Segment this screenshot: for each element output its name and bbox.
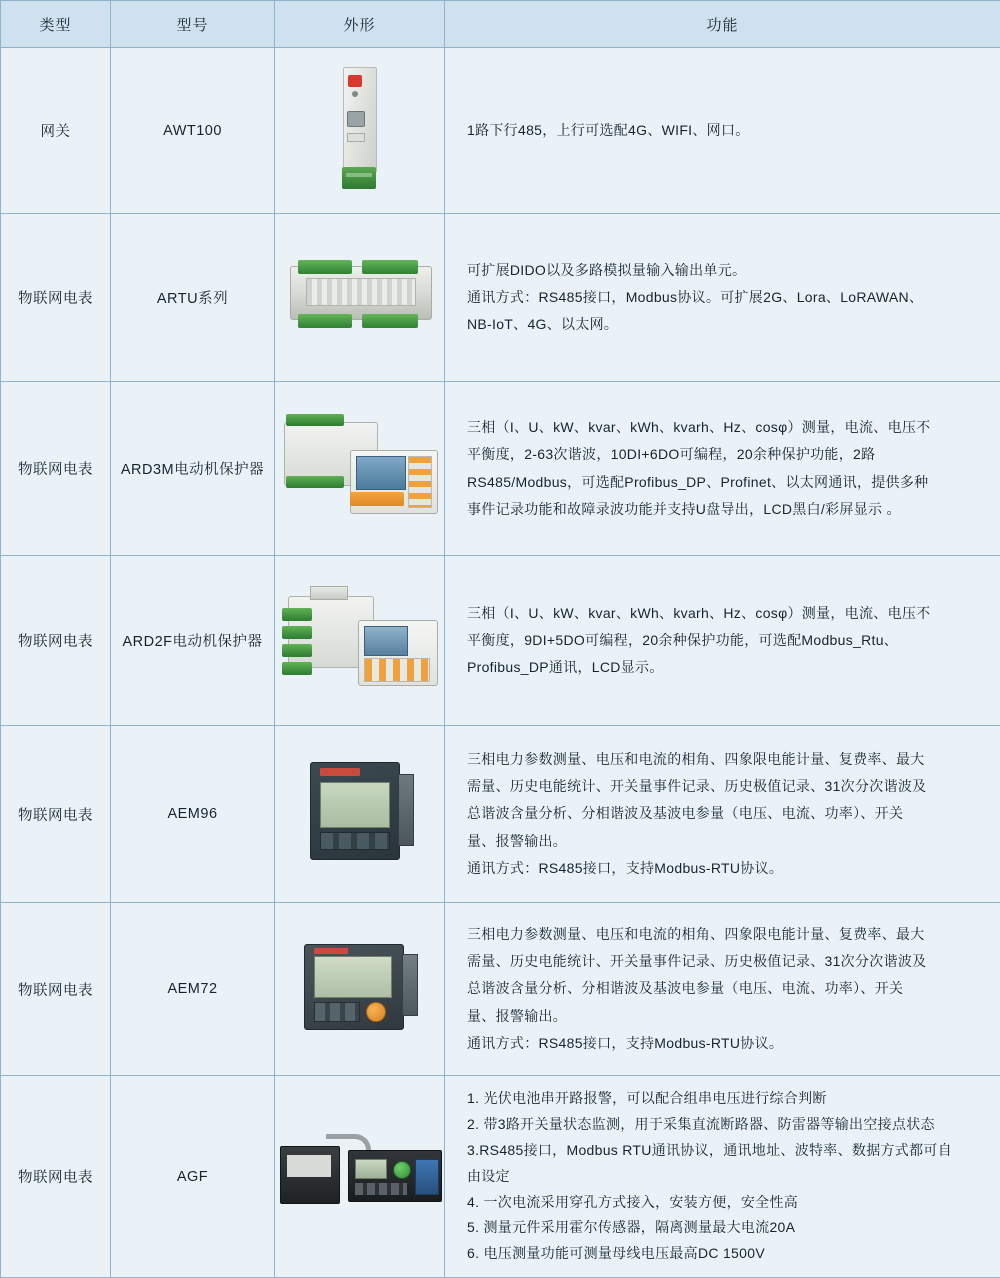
cell-image (275, 1076, 445, 1278)
cell-model: AEM96 (111, 726, 275, 903)
ard3m-motor-protector-image (284, 418, 436, 514)
cell-type: 物联网电表 (1, 214, 111, 382)
cell-function (445, 382, 1000, 556)
cell-type: 物联网电表 (1, 382, 111, 556)
function-list (467, 1086, 984, 1267)
column-header-function: 功能 (445, 1, 1000, 48)
cell-type: 物联网电表 (1, 903, 111, 1076)
function-line: 事件记录功能和故障录波功能并支持U盘导出，LCD黑白/彩屏显示 。 (467, 496, 984, 523)
table-row (1, 903, 1000, 1076)
cell-image (275, 48, 445, 214)
cell-function (445, 48, 1000, 214)
table-row (1, 48, 1000, 214)
cell-image (275, 726, 445, 903)
cell-function (445, 556, 1000, 726)
gateway-din-module-image (337, 67, 383, 189)
function-line: 需量、历史电能统计、开关量事件记录、历史极值记录、31次分次谐波及 (467, 948, 984, 975)
cell-model: AEM72 (111, 903, 275, 1076)
function-line: 由设定 (467, 1164, 984, 1190)
cell-model: AGF (111, 1076, 275, 1278)
cell-function (445, 903, 1000, 1076)
artu-io-module-image (290, 258, 430, 332)
cell-image (275, 556, 445, 726)
function-line: Profibus_DP通讯，LCD显示。 (467, 654, 984, 681)
function-line: 三相电力参数测量、电压和电流的相角、四象限电能计量、复费率、最大 (467, 746, 984, 773)
cell-type: 物联网电表 (1, 726, 111, 903)
function-line: 平衡度，2-63次谐波，10DI+6DO可编程，20余种保护功能，2路 (467, 441, 984, 468)
column-header-model: 型号 (111, 1, 275, 48)
function-line: NB-IoT、4G、以太网。 (467, 311, 984, 338)
table-header (1, 1, 1000, 48)
cell-image (275, 382, 445, 556)
cell-function (445, 726, 1000, 903)
cell-model: AWT100 (111, 48, 275, 214)
cell-model: ARD3M电动机保护器 (111, 382, 275, 556)
function-line: 1. 光伏电池串开路报警，可以配合组串电压进行综合判断 (467, 1086, 984, 1112)
function-line: 平衡度，9DI+5DO可编程，20余种保护功能，可选配Modbus_Rtu、 (467, 627, 984, 654)
function-line: 量、报警输出。 (467, 828, 984, 855)
table-row (1, 1076, 1000, 1278)
function-line: 总谐波含量分析、分相谐波及基波电参量（电压、电流、功率）、开关 (467, 800, 984, 827)
function-line: 量、报警输出。 (467, 1003, 984, 1030)
column-header-image: 外形 (275, 1, 445, 48)
cell-image (275, 214, 445, 382)
cell-model: ARTU系列 (111, 214, 275, 382)
function-line: 通讯方式：RS485接口，Modbus协议。可扩展2G、Lora、LoRAWAN、 (467, 284, 984, 311)
function-line: 4. 一次电流采用穿孔方式接入，安装方便，安全性高 (467, 1190, 984, 1216)
aem72-panel-meter-image (300, 942, 420, 1032)
function-line: 1路下行485，上行可选配4G、WIFI、网口。 (467, 117, 984, 144)
column-header-type: 类型 (1, 1, 111, 48)
aem96-panel-meter-image (304, 760, 416, 864)
function-line: 5. 测量元件采用霍尔传感器，隔离测量最大电流20A (467, 1215, 984, 1241)
function-line: 三相电力参数测量、电压和电流的相角、四象限电能计量、复费率、最大 (467, 921, 984, 948)
cell-type: 网关 (1, 48, 111, 214)
cell-function (445, 1076, 1000, 1278)
agf-combiner-box-image (280, 1132, 440, 1216)
table-body (1, 48, 1000, 1278)
function-line: 6. 电压测量功能可测量母线电压最高DC 1500V (467, 1241, 984, 1267)
table-row (1, 726, 1000, 903)
table-row (1, 214, 1000, 382)
cell-type: 物联网电表 (1, 1076, 111, 1278)
cell-image (275, 903, 445, 1076)
function-line: 需量、历史电能统计、开关量事件记录、历史极值记录、31次分次谐波及 (467, 773, 984, 800)
cell-model: ARD2F电动机保护器 (111, 556, 275, 726)
cell-function (445, 214, 1000, 382)
function-line: 通讯方式：RS485接口，支持Modbus-RTU协议。 (467, 855, 984, 882)
function-line: 三相（I、U、kW、kvar、kWh、kvarh、Hz、cosφ）测量，电流、电压不 (467, 414, 984, 441)
function-line: 3.RS485接口，Modbus RTU通讯协议，通讯地址、波特率、数据方式都可自 (467, 1138, 984, 1164)
function-line: 2. 带3路开关量状态监测，用于采集直流断路器、防雷器等输出空接点状态 (467, 1112, 984, 1138)
ard2f-motor-protector-image (284, 586, 436, 690)
function-line: RS485/Modbus，可选配Profibus_DP、Profinet、以太网通讯，提供多种 (467, 469, 984, 496)
function-line: 可扩展DIDO以及多路模拟量输入输出单元。 (467, 257, 984, 284)
header-row (1, 1, 1000, 48)
function-line: 总谐波含量分析、分相谐波及基波电参量（电压、电流、功率）、开关 (467, 975, 984, 1002)
table-row (1, 556, 1000, 726)
table-row (1, 382, 1000, 556)
function-line: 三相（I、U、kW、kvar、kWh、kvarh、Hz、cosφ）测量，电流、电压不 (467, 600, 984, 627)
function-line: 通讯方式：RS485接口，支持Modbus-RTU协议。 (467, 1030, 984, 1057)
cell-type: 物联网电表 (1, 556, 111, 726)
